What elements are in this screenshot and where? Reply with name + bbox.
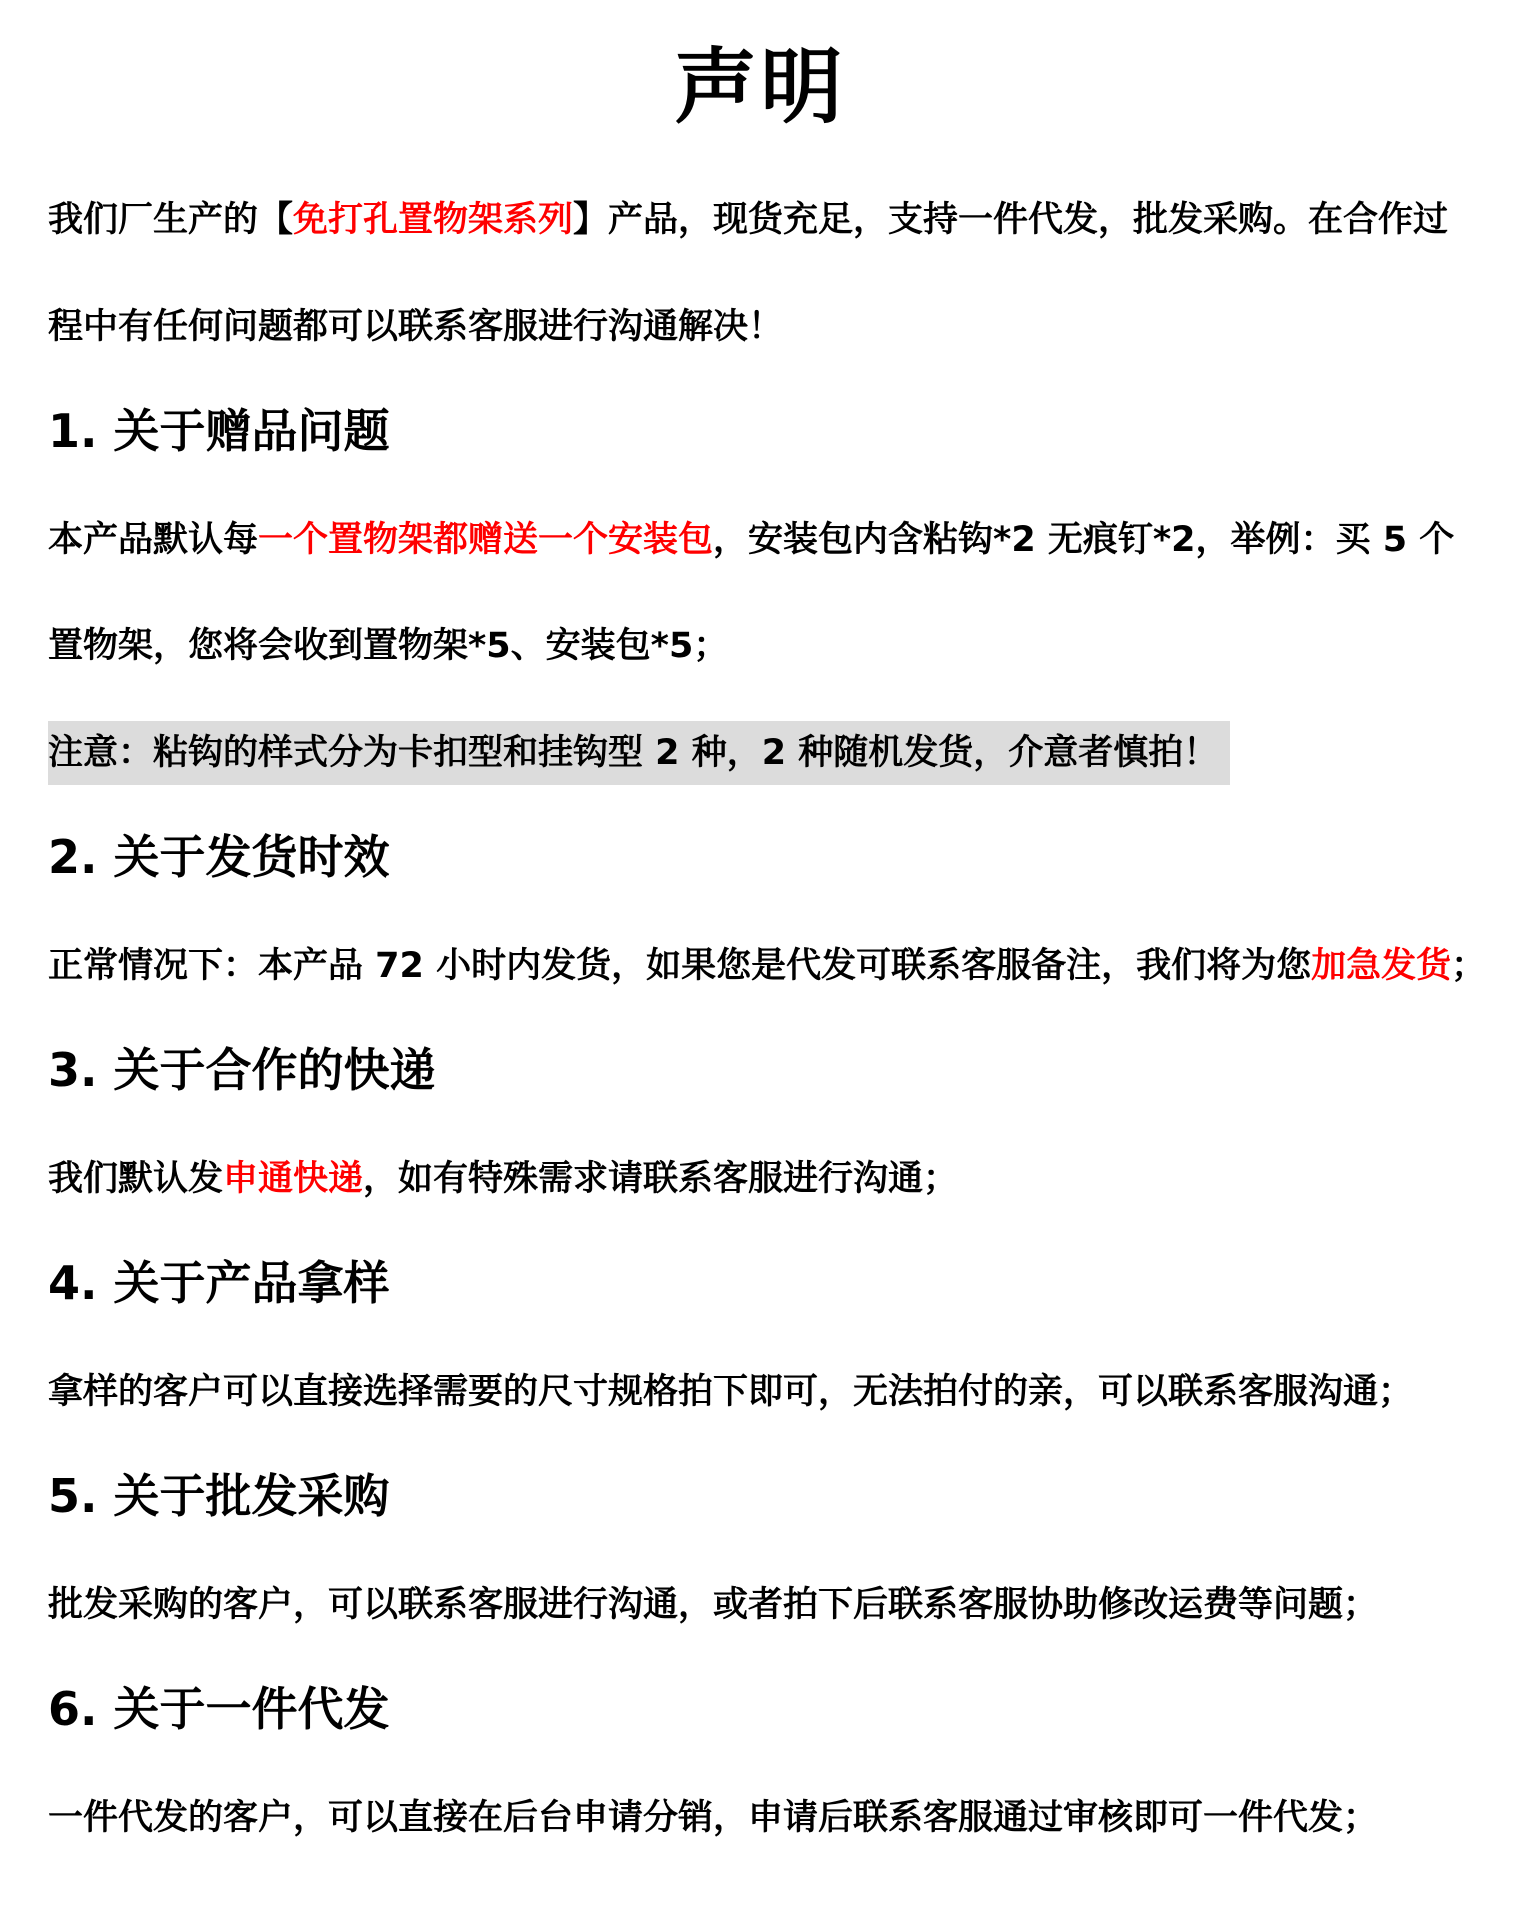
section-heading-dropshipping: 6. 关于一件代发: [48, 1682, 390, 1736]
intro-line-2: 程中有任何问题都可以联系客服进行沟通解决！: [48, 307, 784, 347]
section-text: ；: [1451, 946, 1487, 986]
section-text: 本产品默认每: [48, 520, 259, 560]
section-heading-shipping-time: 2. 关于发货时效: [48, 830, 390, 884]
section-shipping-time-line: [48, 940, 1486, 992]
section-text: ，如有特殊需求请联系客服进行沟通；: [363, 1159, 959, 1199]
section-text: 正常情况下：本产品 72 小时内发货，如果您是代发可联系客服备注，我们将为您: [48, 946, 1312, 986]
section-wholesale-line: 批发采购的客户，可以联系客服进行沟通，或者拍下后联系客服协助修改运费等问题；: [48, 1585, 1379, 1625]
notice-text: 注意：粘钩的样式分为卡扣型和挂钩型 2 种，2 种随机发货，介意者慎拍！: [48, 733, 1219, 773]
section-heading-wholesale: 5. 关于批发采购: [48, 1469, 390, 1523]
section-text: 我们默认发: [48, 1159, 224, 1199]
section-gifts-line-2: 置物架，您将会收到置物架*5、安装包*5；: [48, 626, 729, 666]
intro-text: 我们厂生产的【: [48, 200, 294, 240]
section-heading-courier: 3. 关于合作的快递: [48, 1043, 436, 1097]
section-heading-samples: 4. 关于产品拿样: [48, 1256, 390, 1310]
section-heading-gifts: 1. 关于赠品问题: [48, 404, 390, 458]
intro-text: 】产品，现货充足，支持一件代发，批发采购。在合作过: [573, 200, 1449, 240]
section-samples-line: 拿样的客户可以直接选择需要的尺寸规格拍下即可，无法拍付的亲，可以联系客服沟通；: [48, 1372, 1414, 1412]
section-highlight: 申通快递: [223, 1159, 364, 1199]
section-highlight: 加急发货: [1311, 946, 1452, 986]
section-text: ，安装包内含粘钩*2 无痕钉*2，举例：买 5 个: [713, 520, 1455, 560]
section-courier-line: [48, 1153, 958, 1205]
intro-line-1: [48, 194, 1448, 246]
section-gifts-line-1: [48, 514, 1454, 566]
section-highlight: 一个置物架都赠送一个安装包: [258, 520, 714, 560]
page-title: 声明: [674, 40, 847, 135]
section-dropshipping-line: 一件代发的客户，可以直接在后台申请分销，申请后联系客服通过审核即可一件代发；: [48, 1798, 1379, 1838]
intro-highlight: 免打孔置物架系列: [293, 200, 574, 240]
